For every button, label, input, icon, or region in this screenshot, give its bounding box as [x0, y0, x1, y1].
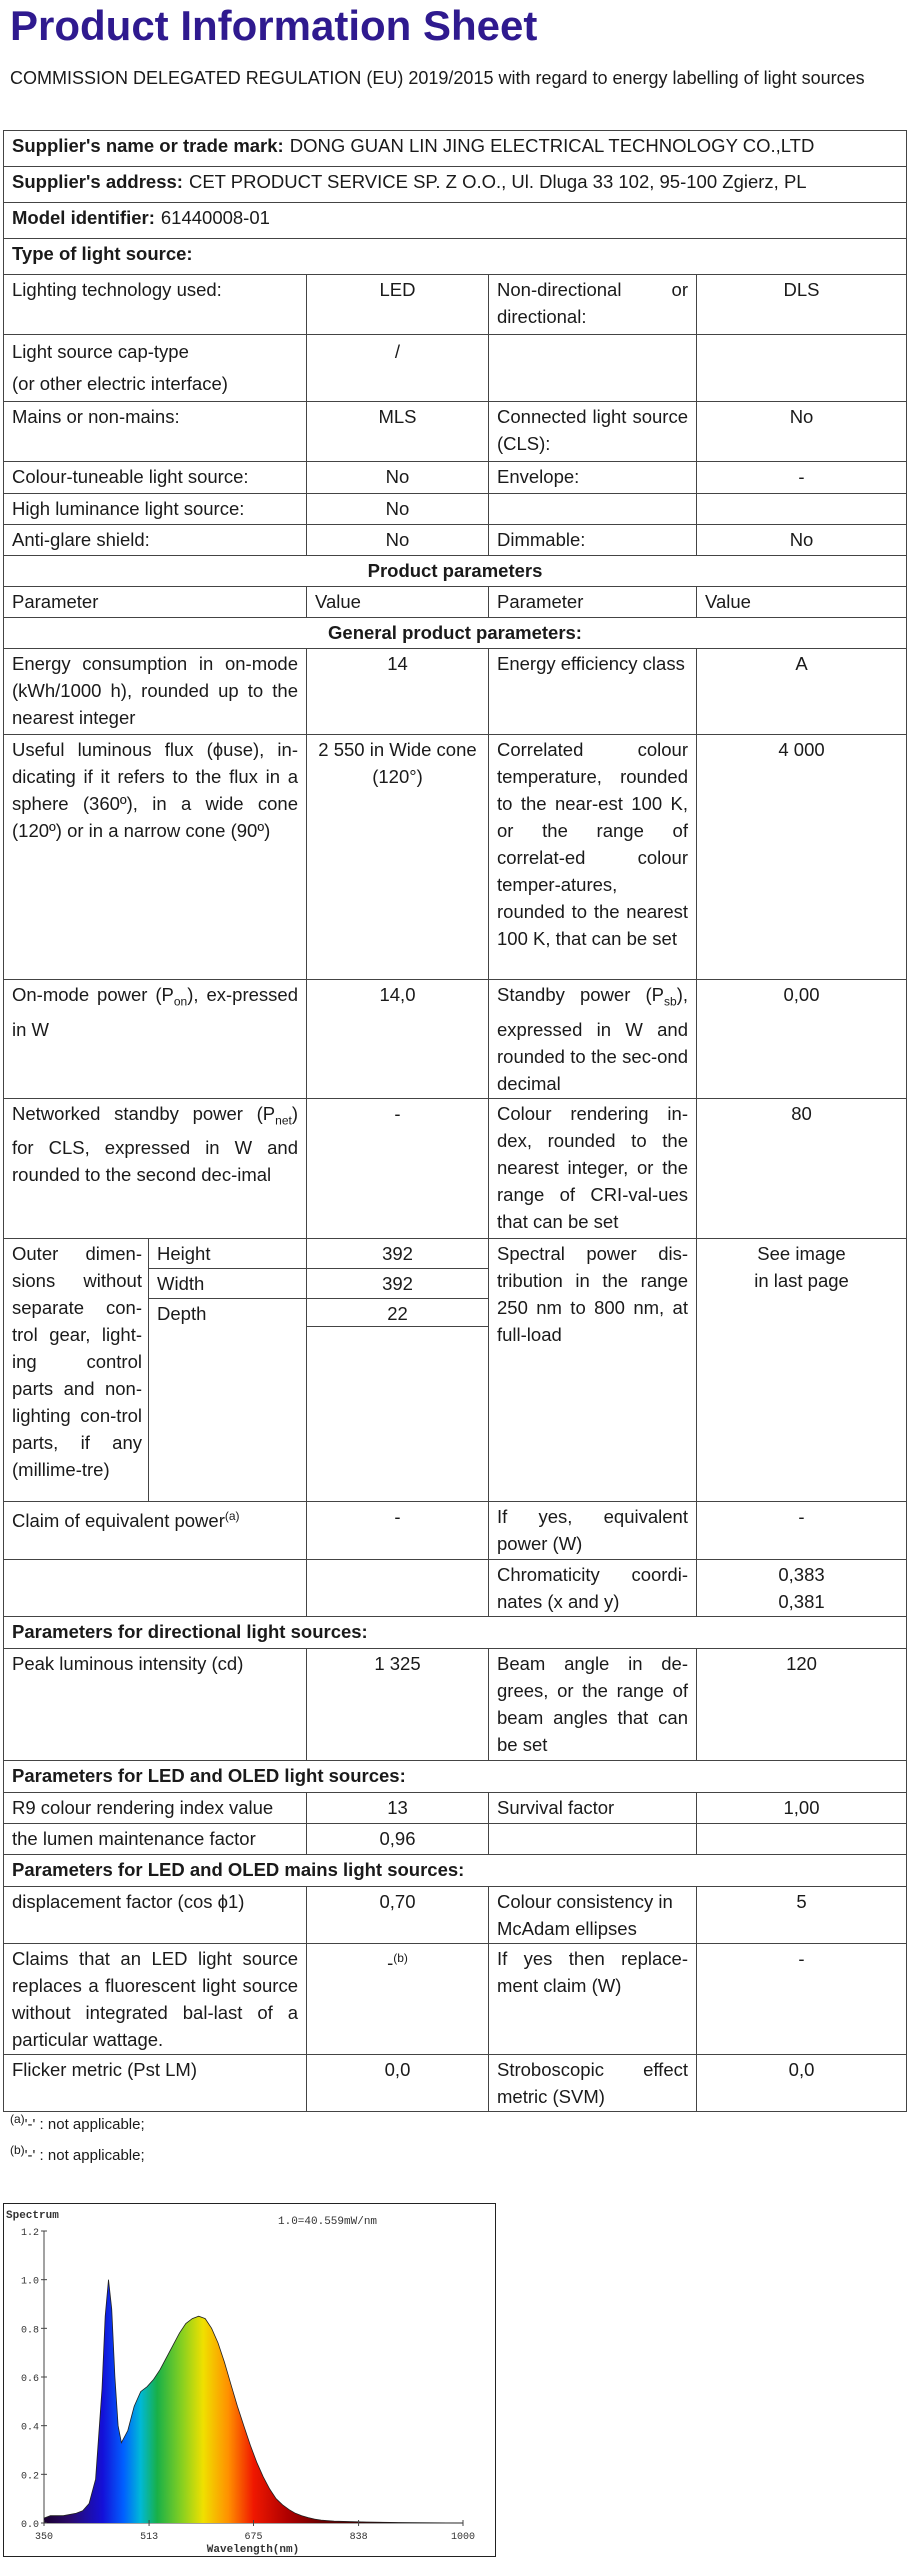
led-heading: Parameters for LED and OLED light sources: — [4, 1760, 907, 1792]
cap-type-label-2: (or other electric interface) — [12, 373, 228, 394]
power-row — [4, 980, 907, 1099]
supplier-name-value: DONG GUAN LIN JING ELECTRICAL TECHNOLOGY CO.,LTD — [289, 135, 815, 156]
energy-row — [4, 649, 907, 735]
tuneable-value: No — [307, 462, 489, 494]
chromaticity-row — [4, 1559, 907, 1616]
directional-heading-row — [4, 1616, 907, 1648]
type-heading-row — [4, 239, 907, 275]
supplier-address-row — [4, 167, 907, 203]
survival-factor-value: 1,00 — [697, 1792, 907, 1823]
networked-standby-label: Networked standby power $(P_{net})$ for CLS, expressed in W and rounded to the second dec-imal — [4, 1098, 307, 1238]
replacement-claim-value: - — [697, 1943, 907, 2054]
high-luminance-row — [4, 494, 907, 525]
luminous-flux-label: Useful luminous flux (ϕuse), in-dicating if it refers to the flux in a sphere (360º), in a wide cone (120º) or in a narrow cone (90º) — [4, 735, 307, 980]
beam-angle-value: 120 — [697, 1648, 907, 1760]
connected-value: No — [697, 402, 907, 462]
depth-label: Depth — [149, 1298, 307, 1501]
product-info-table — [3, 130, 907, 2112]
colour-consistency-value: 5 — [697, 1886, 907, 1943]
cap-type-row — [4, 335, 907, 402]
equivalent-power-row — [4, 1501, 907, 1559]
supplier-address-label: Supplier's address: — [12, 171, 183, 192]
cap-type-value: / — [307, 335, 489, 402]
standby-power-value: 0,00 — [697, 980, 907, 1099]
peak-intensity-label: Peak luminous intensity (cd) — [4, 1648, 307, 1760]
tuneable-label: Colour-tuneable light source: — [4, 462, 307, 494]
y-tick-label: 1.0 — [20, 2276, 39, 2288]
mains-value: MLS — [307, 402, 489, 462]
height-value: 392 — [307, 1238, 489, 1268]
envelope-value: - — [697, 462, 907, 494]
col-value-2: Value — [697, 587, 907, 618]
beam-angle-label: Beam angle in de-grees, or the range of beam angles that can be set — [489, 1648, 697, 1760]
displacement-factor-label: displacement factor (cos ϕ1) — [4, 1886, 307, 1943]
dimmable-value: No — [697, 525, 907, 556]
energy-consumption-value: 14 — [307, 649, 489, 735]
standby-power-label: Standby power $(P_{sb})$, expressed in W and rounded to the sec-ond decimal — [489, 980, 697, 1099]
replacement-claim-label: If yes then replace-ment claim (W) — [489, 1943, 697, 2054]
model-row — [4, 203, 907, 239]
flux-row — [4, 735, 907, 980]
peak-intensity-value: 1 325 — [307, 1648, 489, 1760]
luminous-flux-value: 2 550 in Wide cone (120°) — [307, 735, 489, 980]
cri-label: Colour rendering in-dex, rounded to the nearest integer, or the range of CRI-val-ues that can be set — [489, 1098, 697, 1238]
x-tick-label: 838 — [349, 2532, 368, 2543]
col-parameter-1: Parameter — [4, 587, 307, 618]
led-heading-row — [4, 1760, 907, 1792]
y-tick-label: 0.2 — [20, 2471, 39, 2483]
cct-label: Correlated colour temperature, rounded to the near-est 100 K, or the range of correlat-ed colour temper-atures, rounded to the nearest 100 K, that can be set — [489, 735, 697, 980]
directional-label: Non-directional or directional: — [489, 275, 697, 335]
height-label: Height — [149, 1238, 307, 1268]
on-mode-power-value: 14,0 — [307, 980, 489, 1099]
r9-row — [4, 1792, 907, 1823]
flicker-metric-label: Flicker metric (Pst LM) — [4, 2054, 307, 2111]
general-params-heading-row — [4, 618, 907, 649]
r9-value: 13 — [307, 1792, 489, 1823]
dimensions-label: Outer dimen-sions without separate con-trol gear, light-ing control parts and non-lighting con-trol parts, if any (millime-tre) — [4, 1238, 149, 1501]
supplier-address-value: CET PRODUCT SERVICE SP. Z O.O., Ul. Dluga 33 102, 95-100 Zgierz, PL — [188, 171, 807, 192]
width-label: Width — [149, 1268, 307, 1298]
model-value: 61440008-01 — [160, 207, 270, 228]
mains-row — [4, 402, 907, 462]
x-tick-label: 675 — [244, 2532, 263, 2543]
spectral-distribution-value: See image — [757, 1242, 846, 1264]
fluorescent-claims-value: -$^{(b)}$ — [307, 1943, 489, 2054]
if-yes-equivalent-value: - — [697, 1501, 907, 1559]
networked-standby-value: - — [307, 1098, 489, 1238]
connected-label: Connected light source (CLS): — [489, 402, 697, 462]
width-value: 392 — [307, 1268, 489, 1298]
displacement-factor-value: 0,70 — [307, 1886, 489, 1943]
high-luminance-label: High luminance light source: — [4, 494, 307, 525]
antiglare-label: Anti-glare shield: — [4, 525, 307, 556]
mains-params-heading-row — [4, 1854, 907, 1886]
lighting-tech-row — [4, 275, 907, 335]
col-parameter-2: Parameter — [489, 587, 697, 618]
general-params-heading: General product parameters: — [4, 618, 907, 649]
peak-intensity-row — [4, 1648, 907, 1760]
efficiency-class-value: A — [697, 649, 907, 735]
footnote-b: $^{(b)}$'-' : not applicable; — [10, 2143, 145, 2164]
r9-label: R9 colour rendering index value — [4, 1792, 307, 1823]
spectrum-chart — [3, 2203, 496, 2557]
type-heading: Type of light source: — [4, 239, 907, 275]
networked-standby-row — [4, 1098, 907, 1238]
mains-params-heading: Parameters for LED and OLED mains light sources: — [4, 1854, 907, 1886]
spectral-distribution-label: Spectral power dis-tribution in the range 250 nm to 800 nm, at full-load — [489, 1238, 697, 1501]
equivalent-power-label: Claim of equivalent power$^{(a)}$ — [4, 1501, 307, 1559]
cap-type-label: Light source cap-type — [12, 341, 189, 362]
displacement-row — [4, 1886, 907, 1943]
dimensions-row-height — [4, 1238, 907, 1268]
envelope-label: Envelope: — [489, 462, 697, 494]
fluorescent-claims-label: Claims that an LED light source replaces a fluorescent light source without integrated bal-last of a particular wattage. — [4, 1943, 307, 2054]
survival-factor-label: Survival factor — [489, 1792, 697, 1823]
x-tick-label: 350 — [34, 2532, 54, 2543]
lumen-maintenance-row — [4, 1823, 907, 1854]
x-tick-label: 513 — [140, 2532, 159, 2543]
chromaticity-x-value: 0,383 — [778, 1563, 825, 1585]
antiglare-row — [4, 525, 907, 556]
efficiency-class-label: Energy efficiency class — [489, 649, 697, 735]
spectrum-svg — [3, 2203, 496, 2557]
flicker-metric-value: 0,0 — [307, 2054, 489, 2111]
x-tick-label: 1000 — [450, 2532, 476, 2543]
chart-title: Spectrum — [6, 2210, 59, 2222]
mains-label: Mains or non-mains: — [4, 402, 307, 462]
col-value-1: Value — [307, 587, 489, 618]
y-tick-label: 0.0 — [20, 2520, 39, 2531]
y-tick-label: 0.6 — [20, 2374, 39, 2385]
directional-value: DLS — [697, 275, 907, 335]
energy-consumption-label: Energy consumption in on-mode (kWh/1000 h), rounded up to the nearest integer — [4, 649, 307, 735]
antiglare-value: No — [307, 525, 489, 556]
tuneable-row — [4, 462, 907, 494]
chromaticity-y-value: 0,381 — [778, 1590, 825, 1612]
product-params-heading: Product parameters — [4, 556, 907, 587]
dimmable-label: Dimmable: — [489, 525, 697, 556]
y-tick-label: 1.2 — [20, 2228, 39, 2239]
y-tick-label: 0.4 — [20, 2422, 39, 2434]
lighting-tech-label: Lighting technology used: — [4, 275, 307, 335]
footnote-a: $^{(a)}$'-' : not applicable; — [10, 2112, 145, 2133]
supplier-name-label: Supplier's name or trade mark: — [12, 135, 284, 156]
column-header-row — [4, 587, 907, 618]
x-axis-label: Wavelength(nm) — [206, 2544, 300, 2556]
colour-consistency-label: Colour consistency in McAdam ellipses — [489, 1886, 697, 1943]
lumen-maintenance-value: 0,96 — [307, 1823, 489, 1854]
flicker-row — [4, 2054, 907, 2111]
supplier-name-row — [4, 131, 907, 167]
stroboscopic-label: Stroboscopic effect metric (SVM) — [489, 2054, 697, 2111]
claims-row — [4, 1943, 907, 2054]
page-title: Product Information Sheet — [10, 2, 538, 49]
cri-value: 80 — [697, 1098, 907, 1238]
stroboscopic-value: 0,0 — [697, 2054, 907, 2111]
regulation-subtitle: COMMISSION DELEGATED REGULATION (EU) 2019/2015 with regard to energy labelling of light sources — [10, 68, 865, 88]
high-luminance-value: No — [307, 494, 489, 525]
chromaticity-label: Chromaticity coordi-nates (x and y) — [489, 1559, 697, 1616]
product-params-heading-row — [4, 556, 907, 587]
depth-value: 22 — [307, 1299, 488, 1327]
lumen-maintenance-label: the lumen maintenance factor — [4, 1823, 307, 1854]
y-tick-label: 0.8 — [20, 2325, 39, 2337]
model-label: Model identifier: — [12, 207, 155, 228]
spectral-distribution-value-2: in last page — [754, 1269, 849, 1291]
directional-heading: Parameters for directional light sources: — [4, 1616, 907, 1648]
if-yes-equivalent-label: If yes, equivalent power (W) — [489, 1501, 697, 1559]
lighting-tech-value: LED — [307, 275, 489, 335]
chart-annotation: 1.0=40.559mW/nm — [278, 2216, 378, 2228]
on-mode-power-label: On-mode power $(P_{on})$, ex-pressed in W — [4, 980, 307, 1099]
cct-value: 4 000 — [697, 735, 907, 980]
equivalent-power-value: - — [307, 1501, 489, 1559]
